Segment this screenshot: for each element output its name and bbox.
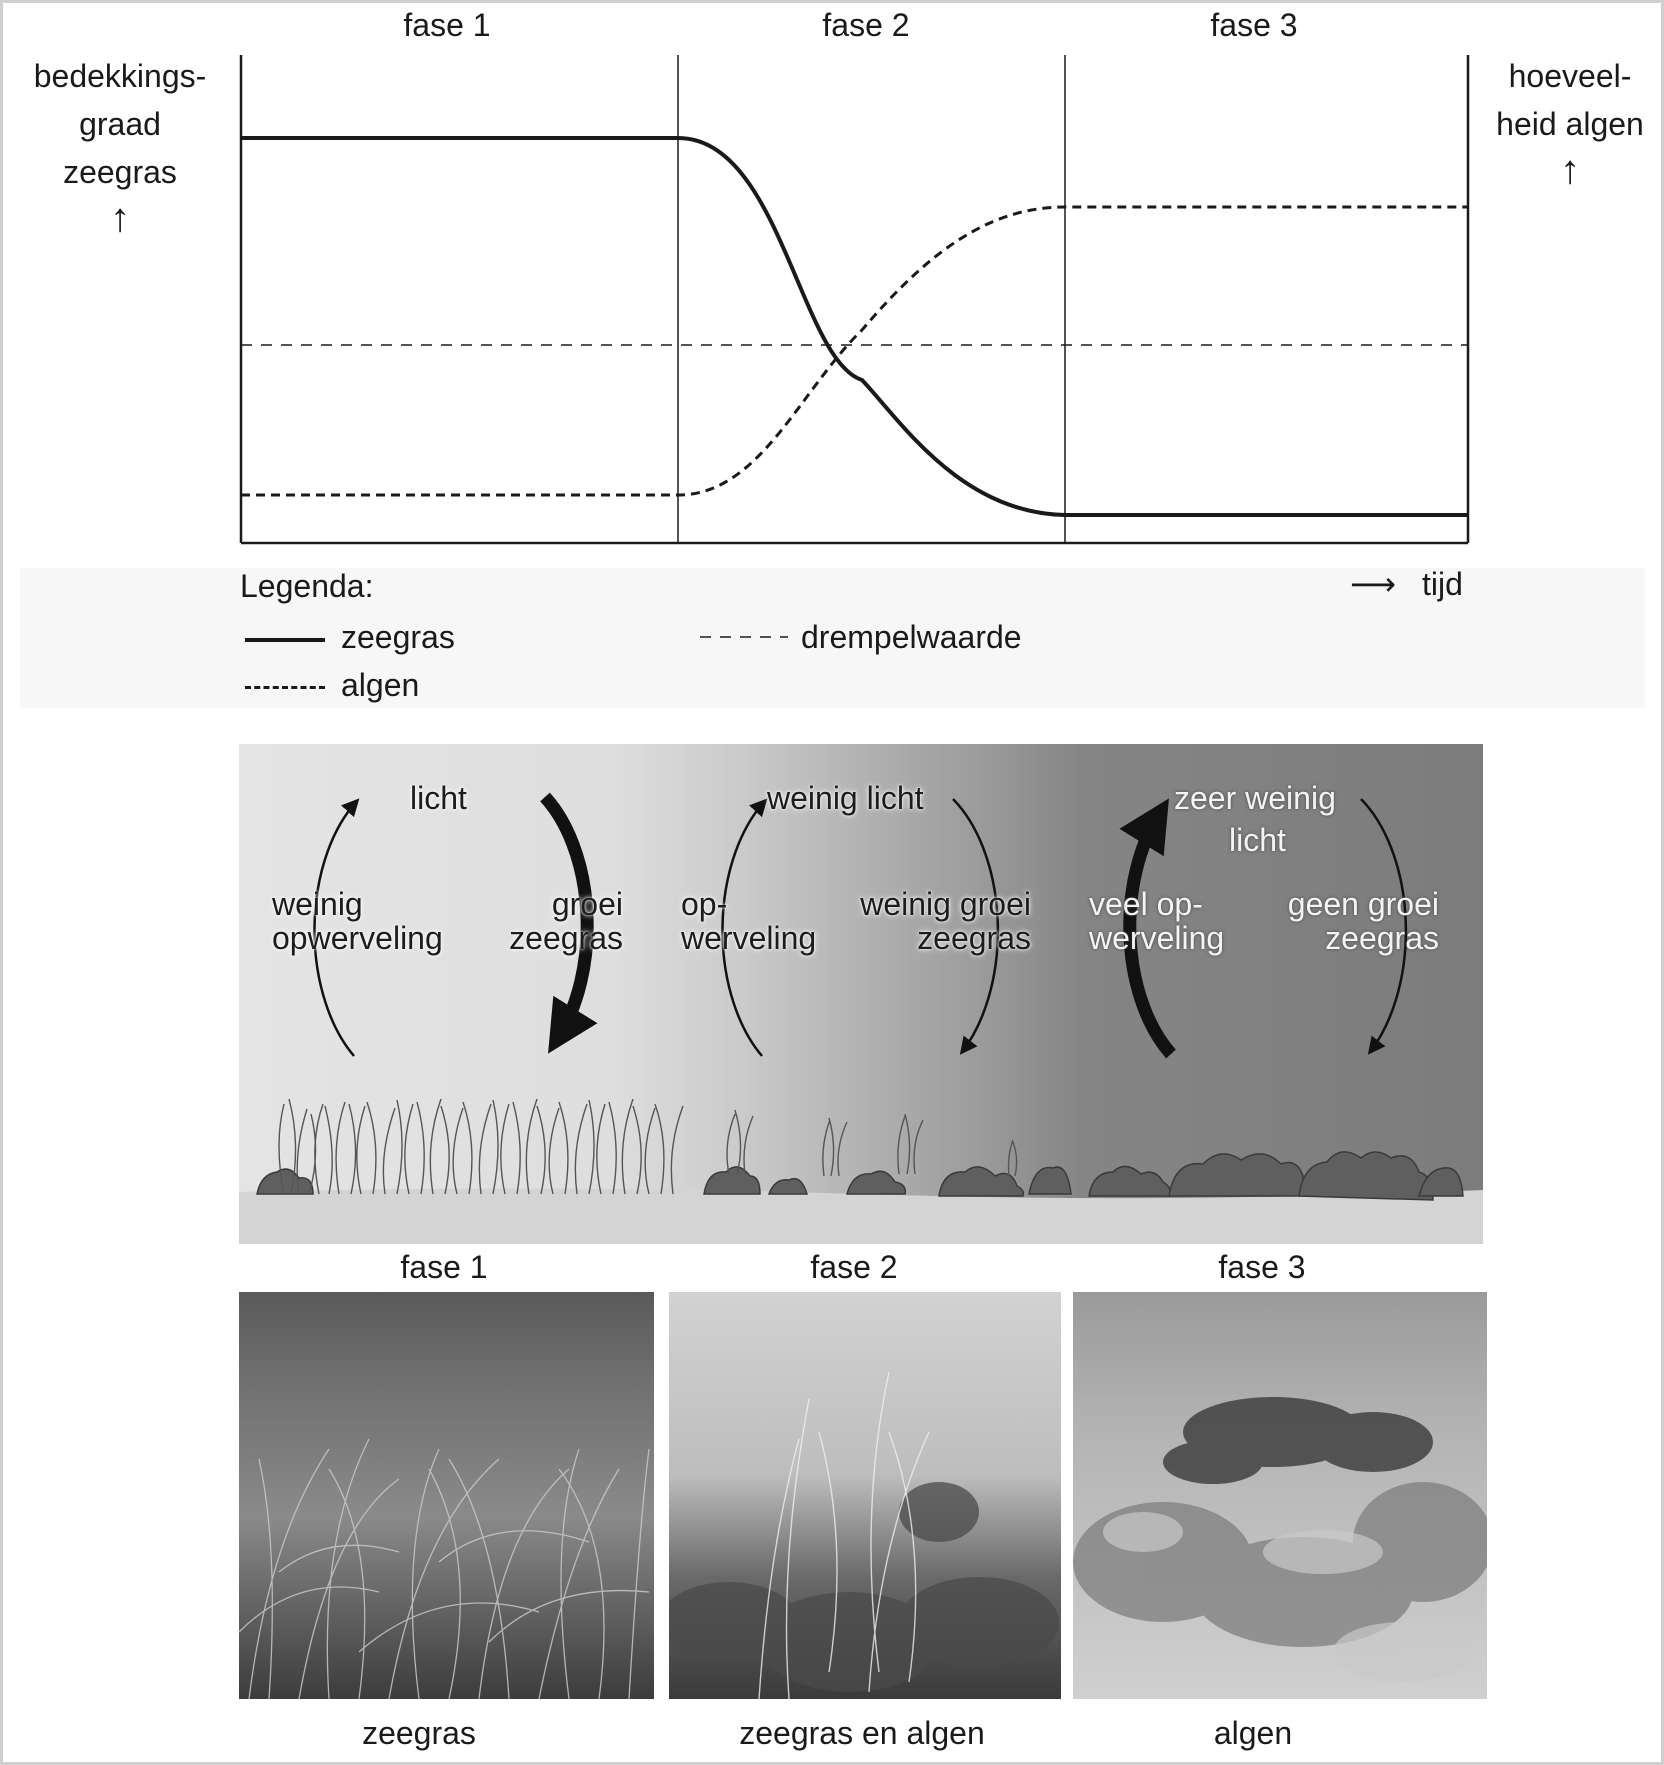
photo-caption-algen: algen xyxy=(1213,1715,1293,1751)
legend-label-zeegras: zeegras xyxy=(341,619,455,655)
phase-label-2: fase 2 xyxy=(822,7,910,43)
arrow-up-icon: ↑ xyxy=(1560,148,1580,192)
x-axis-label: tijd xyxy=(1422,566,1463,602)
cycle3-left-line2: werveling xyxy=(1089,920,1225,956)
cycle3-top-line1: zeer weinig xyxy=(1174,780,1336,816)
legend-label-threshold: drempelwaarde xyxy=(801,619,1022,655)
seabed xyxy=(239,1188,1483,1244)
cycle2-top-label: weinig licht xyxy=(767,780,924,816)
cycle2-right-line1: weinig groei xyxy=(860,886,1031,922)
line-graph xyxy=(0,0,1664,570)
cycle3-right-line1: geen groei xyxy=(1287,886,1439,922)
cycle-illustration xyxy=(239,744,1483,1244)
photo-caption-zeegras-en-algen: zeegras en algen xyxy=(739,1715,985,1751)
y-left-line-1: bedekkings- xyxy=(33,58,207,94)
legend-swatch-zeegras xyxy=(245,638,325,642)
cycle1-left-line1: weinig xyxy=(272,886,363,922)
series-algen-line xyxy=(241,207,1468,495)
cycle1-right-line1: groei xyxy=(551,886,623,922)
cycle2-left-line2: werveling xyxy=(681,920,817,956)
y-right-line-2: heid algen xyxy=(1496,106,1644,142)
cycle3-right-line2: zeegras xyxy=(1325,920,1439,956)
phase-label-1: fase 1 xyxy=(403,7,491,43)
panel-phase-label-3: fase 3 xyxy=(1218,1249,1306,1285)
panel-phase-label-2: fase 2 xyxy=(810,1249,898,1285)
photo-zeegras-en-algen xyxy=(669,1292,1061,1699)
y-right-line-1: hoeveel- xyxy=(1508,58,1632,94)
cycle1-top-label: licht xyxy=(410,780,467,816)
phase-label-3: fase 3 xyxy=(1210,7,1298,43)
panel-phase-label-1: fase 1 xyxy=(400,1249,488,1285)
cycle2-left-line1: op- xyxy=(681,886,728,922)
y-left-line-3: zeegras xyxy=(63,154,177,190)
x-axis-arrow-icon: ⟶ xyxy=(1350,566,1396,602)
legend-title: Legenda: xyxy=(240,568,374,604)
series-zeegras-line xyxy=(241,138,1468,515)
arrow-up-icon: ↑ xyxy=(110,196,130,240)
photo-algen xyxy=(1073,1292,1487,1699)
cycle1-right-line2: zeegras xyxy=(509,920,623,956)
cycle3-left-line1: veel op- xyxy=(1089,886,1203,922)
legend-label-algen: algen xyxy=(341,667,420,703)
photo-zeegras xyxy=(239,1292,654,1699)
legend-swatch-algen xyxy=(245,686,325,689)
cycle2-right-line2: zeegras xyxy=(917,920,1031,956)
photo-caption-zeegras: zeegras xyxy=(362,1715,476,1751)
cycle1-left-line2: opwerveling xyxy=(272,920,443,956)
cycle3-top-line2: licht xyxy=(1229,822,1286,858)
y-left-line-2: graad xyxy=(79,106,161,142)
legend-swatch-threshold xyxy=(700,630,790,644)
